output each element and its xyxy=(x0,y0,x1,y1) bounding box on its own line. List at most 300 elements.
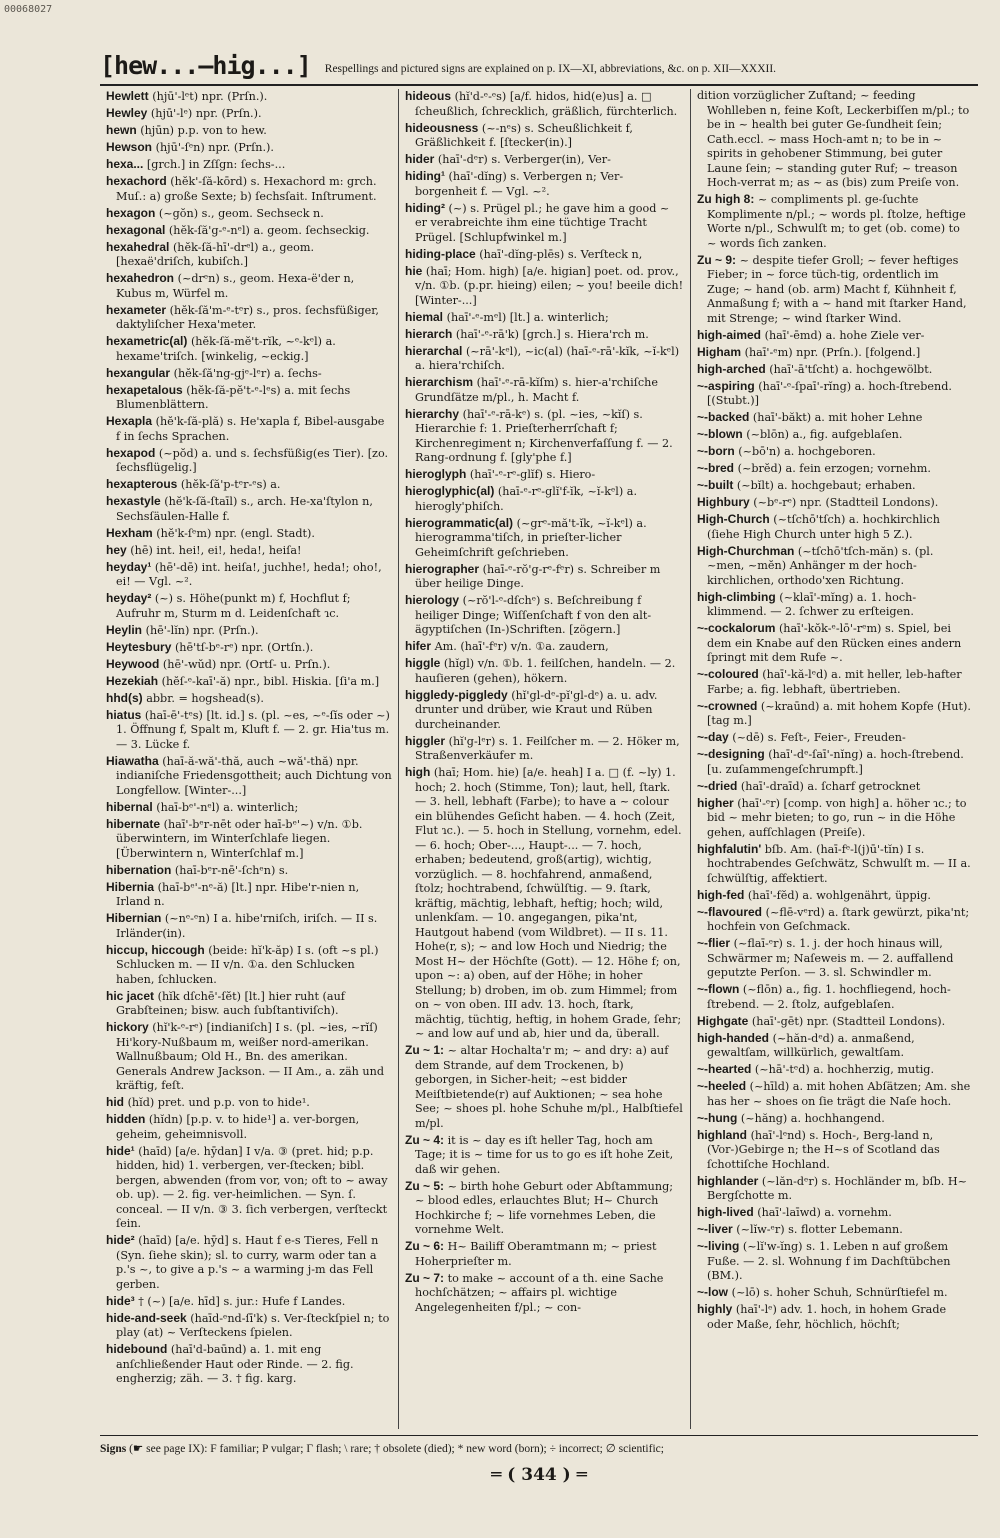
entry-text: (haī; Hom. hie) [a/e. heah] I a. □ (f. ~ly) 1. hoch; 2. hoch (Stimme, Ton); laut, hell, ſtark. — 3. hell, lebhaft (Farbe); to have a ~ colour ein blühendes Geſicht haben. — 4. hoch (Zeit, Flut ɿc.). — 5. hoch in Stellung, vornehm, edel. — 6. hoch; Ober-..., Haupt-... — 7. hoch, erhaben; bedeutend, groß(artig), wichtig, vorzüglich. — 8. hochfahrend, anmaßend, ſtolz; hochtrabend, ſchwülſtig. — 9. ſtark, kräftig, mächtig, lebhaft, heftig; hoch; wild, unlenkſam. — 10. angegangen, pika'nt, Hautgout habend (vom Wildbret). — II s. 11. Hohe(r, s); ~ and low Hoch und Niedrig; the Most H~ der Höchſte (Gott). — 12. Höhe f; on, upon ~: a) oben, auf der Höhe; in hoher Stellung; b) droben, im ob. zum Himmel; from on ~ von oben. III adv. 13. hoch, ſtark, mächtig, tüchtig, heftig, in hohem Grade, ſehr; ~ and low auf und ab, hier und da, überall. xyxy=(415,766,682,1040)
dictionary-entry xyxy=(106,1233,392,1292)
headword: Zu high 8: xyxy=(697,192,755,206)
headword: hibernate xyxy=(106,816,161,831)
dictionary-entry xyxy=(697,1302,972,1332)
entry-text: (~lăn-dᵉr) s. Hochländer m, bſb. H~ Bergſchotte m. xyxy=(707,1174,968,1202)
entry-text: (haī'-kŏk-ᵉ-lō'-rᵉm) s. Spiel, bei dem ein Knabe auf den Rücken eines andern ſpringt mit dem Rufe ~. xyxy=(707,622,962,664)
entry-text: (hĕ'k-ſă-ſtaīl) s., arch. He-xa'ſtylon n, Sechsſäulen-Halle f. xyxy=(116,495,373,523)
entry-text: (haīd) [a/e. hȳdan] I v/a. ③ (pret. hid; p.p. hidden, hid) 1. verbergen, ver-ſtecken; bibl. bergen, abwenden (from vor, von; oft to ~ away ob. up). — 2. fig. ver-heimlichen. — Syn. ſ. conceal. — II v/n. ③ 3. ſich verbergen, verſteckt ſein. xyxy=(116,1144,388,1230)
dictionary-entry xyxy=(697,444,972,460)
dictionary-entry xyxy=(405,169,684,199)
headword: ~-built xyxy=(697,478,734,492)
entry-text: (~grᵉ-mă't-ĭk, ~ĭ-kᵉl) a. hierogramma'tiſch, in prieſter-licher Geheimſchrift geſchrieben. xyxy=(415,516,647,559)
entry-text: (hĕk'-ſă-kōrd) s. Hexachord m: grch. Muſ.: a) große Sexte; b) ſechsſait. Inſtrument. xyxy=(116,175,377,203)
entry-text: (~lĭw-ᵉr) s. flotter Lebemann. xyxy=(736,1223,903,1236)
headword: ~-born xyxy=(697,444,735,458)
headword: highfalutin' xyxy=(697,841,762,856)
headword: Hewlett xyxy=(106,89,149,103)
dictionary-entry xyxy=(405,639,684,655)
dictionary-entry xyxy=(106,591,392,621)
headword: ~-crowned xyxy=(697,698,758,713)
dictionary-entry xyxy=(106,674,392,690)
dictionary-entry xyxy=(697,699,972,729)
headword: ~-backed xyxy=(697,410,750,424)
dictionary-entry xyxy=(405,593,684,638)
entry-text: (hĭ'k-ᵉ-rᵉ) [indianiſch] I s. (pl. ~ies, ~rĭſ) Hi'kory-Nußbaum m, weißer nord-amerikan. Wallnußbaum; Old H., Bn. des amerikan. Generals Andrew Jackson. — II Am., a. zäh und kräftig, feſt. xyxy=(116,1021,384,1092)
dictionary-entry xyxy=(697,495,972,511)
headword: hider xyxy=(405,152,435,166)
headword: hide-and-seek xyxy=(106,1310,187,1325)
headword: Hewley xyxy=(106,106,148,120)
entry-text: H~ Bailiff Oberamtmann m; ~ priest Hoherprieſter m. xyxy=(415,1240,657,1268)
headword: hierogrammatic(al) xyxy=(405,515,514,530)
dictionary-entry xyxy=(106,106,392,122)
entry-text: (~bō'n) a. hochgeboren. xyxy=(738,445,876,458)
entry-text: (~kraūnd) a. mit hohem Kopfe (Hut). [tag m.] xyxy=(707,699,971,727)
entry-text: (~dē) s. Feſt-, Feier-, Freuden- xyxy=(732,731,906,744)
dictionary-entry xyxy=(697,936,972,981)
dictionary-entry xyxy=(697,328,972,344)
dictionary-entry xyxy=(106,366,392,382)
entry-text: (haī-ă-wă'-thă, auch ~wă'-thă) npr. indianiſche Friedensgottheit; auch Dichtung von Longfellow. [Winter-...] xyxy=(116,754,392,797)
entry-text: (~rā'-kᵉl), ~ic(al) (haī-ᵉ-rā'-kĭk, ~ĭ-kᵉl) a. hiera'rchiſch. xyxy=(415,344,680,372)
dictionary-entry xyxy=(106,446,392,476)
dictionary-entry xyxy=(106,240,392,270)
headword: hieroglyph xyxy=(405,467,467,481)
entry-text: (haī'd-baūnd) a. 1. mit eng anſchließender Haut oder Rinde. — 2. fig. engherzig; zäh. — 3. † fig. karg. xyxy=(116,1343,354,1385)
signs-text: (☛ see page IX): F familiar; P vulgar; Γ flash; \ rare; † obsolete (died); * new word (born); ÷ incorrect; ∅ scientific; xyxy=(129,1443,664,1455)
dictionary-entry xyxy=(106,1144,392,1232)
entry-text: (~flē-vᵉrd) a. ſtark gewürzt, pika'nt; hochfein von Geſchmack. xyxy=(707,905,970,933)
entry-text: (haī'-ᵉr) [comp. von high] a. höher ɿc.; to bid ~ mehr bieten; to go, run ~ in die Höhe gehen, aufſchlagen (Preiſe). xyxy=(707,796,967,839)
entry-text: (haī-ᵉ-rŏ'g-rᵉ-fᵉr) s. Schreiber m über heilige Dinge. xyxy=(415,562,661,590)
dictionary-entry xyxy=(697,362,972,378)
dictionary-entry xyxy=(106,271,392,301)
entry-text: (haī'-ᵉ-rā-kᵉ) s. (pl. ~ies, ~kĭſ) s. Hierarchie f: 1. Prieſterherrſchaft f; Kirchenregiment n; Kirchenverfaſſung f. — 2. Rang-ordnung f. [gly'phe f.] xyxy=(415,407,673,464)
headword: hid xyxy=(106,1095,124,1109)
dictionary-entry xyxy=(106,334,392,364)
entry-text: (hĕk-ſă-mĕ't-rĭk, ~ᵉ-kᵉl) a. hexame'triſch. [winkelig, ~eckig.] xyxy=(116,335,336,363)
headword: hierarchy xyxy=(405,406,460,421)
entry-text: (haī'-fĕd) a. wohlgenährt, üppig. xyxy=(747,888,931,902)
entry-text: (~flōn) a., fig. 1. hochfliegend, hoch-ſtrebend. — 2. ſtolz, aufgeblaſen. xyxy=(707,983,951,1011)
headword: hexahedral xyxy=(106,239,170,254)
dictionary-entry xyxy=(405,484,684,514)
headword: hideous xyxy=(405,89,452,103)
headword: ~-low xyxy=(697,1285,729,1299)
dictionary-entry xyxy=(697,730,972,746)
dictionary-entry xyxy=(405,201,684,246)
headword: Zu ~ 4: xyxy=(405,1132,445,1147)
dictionary-entry xyxy=(697,1239,972,1284)
dictionary-entry xyxy=(697,590,972,620)
entry-text: (hĕ'k-ſă-plă) s. He'xapla f, Bibel-ausgabe f in ſechs Sprachen. xyxy=(116,415,385,443)
dictionary-entry xyxy=(405,734,684,764)
entry-text: (haī'-dĭng) s. Verbergen n; Ver-borgenheit f. — Vgl. ~². xyxy=(415,170,624,198)
entry-columns xyxy=(100,89,978,1429)
entry-text: (hĭ'gl-dᵉ-pĭ'gl-dᵉ) a. u. adv. drunter und drüber, wie Kraut und Rüben durcheinander. xyxy=(415,688,658,731)
dictionary-entry xyxy=(405,152,684,168)
entry-text: ~ despite tiefer Groll; ~ fever heftiges Fieber; in ~ force tüch-tig, ordentlich im Zuge; ~ hand (ob. arm) Macht f, Kühnheit f, Anmaßung f; with a ~ hand mit ſtarker Hand, mit Strenge; ~ wind ſtarker Wind. xyxy=(707,253,967,325)
entry-text: (~) s. Prügel pl.; he gave him a good ~ er verabreichte ihm eine tüchtige Tracht Prügel. [Schlupfwinkel m.] xyxy=(415,201,670,244)
headword: Zu ~ 6: xyxy=(405,1239,445,1253)
header-note: Respellings and pictured signs are explained on p. IX—XI, abbreviations, &c. on p. XII—XXXII. xyxy=(324,63,777,75)
headword: hexachord xyxy=(106,174,167,188)
headword: Highgate xyxy=(697,1013,749,1028)
entry-text: (~gŏn) s., geom. Sechseck n. xyxy=(158,206,324,220)
entry-text: (hĭgl) v/n. ①b. 1. feilſchen, handeln. — 2. hauſieren (gehen), hökern. xyxy=(415,657,676,685)
dictionary-entry xyxy=(405,656,684,686)
dictionary-entry xyxy=(106,880,392,910)
dictionary-entry xyxy=(405,562,684,592)
headword: ~-designing xyxy=(697,747,765,761)
headword: Hibernia xyxy=(106,879,155,894)
dictionary-entry xyxy=(697,1205,972,1221)
dictionary-entry xyxy=(106,383,392,413)
headword: Hexham xyxy=(106,525,153,540)
entry-text: (~bĭlt) a. hochgebaut; erhaben. xyxy=(736,479,916,492)
headword: hiemal xyxy=(405,309,444,324)
dictionary-entry xyxy=(697,1285,972,1301)
headword: heyday² xyxy=(106,591,152,605)
headword: high-handed xyxy=(697,1030,769,1045)
headword: High-Church xyxy=(697,512,770,526)
headword: hierographer xyxy=(405,561,480,576)
dictionary-entry xyxy=(405,516,684,561)
headword: hewn xyxy=(106,123,137,137)
entry-text: (hē) int. hei!, ei!, heda!, heiſa! xyxy=(130,543,302,557)
dictionary-entry xyxy=(697,905,972,935)
headword: Hezekiah xyxy=(106,673,159,688)
headword: higgledy-piggledy xyxy=(405,687,508,702)
entry-text: it is ~ day es iſt heller Tag, hoch am Tage; it is ~ time for us to go es iſt hohe Zeit, daß wir gehen. xyxy=(415,1133,674,1176)
headword: high-lived xyxy=(697,1205,754,1219)
dictionary-entry xyxy=(697,478,972,494)
entry-text: (haī'-băkt) a. mit hoher Lehne xyxy=(752,411,923,424)
column-2 xyxy=(398,89,690,1429)
entry-text: (haī-bᵉ'-nᵉl) a. winterlich; xyxy=(156,800,299,814)
headword: hhd(s) xyxy=(106,690,143,705)
dictionary-entry xyxy=(697,1014,972,1030)
dictionary-entry xyxy=(697,779,972,795)
entry-text: (hĭ'g-lᵉr) s. 1. Feilſcher m. — 2. Höker m, Straßenverkäufer m. xyxy=(415,734,680,762)
entry-text: (~bᵉ-rᵉ) npr. (Stadtteil Londons). xyxy=(753,496,939,509)
dictionary-entry xyxy=(106,1020,392,1094)
entry-text: (~-nᵉs) s. Scheußlichkeit f, Gräßlichkeit f. [ſtecker(in).] xyxy=(415,121,633,149)
headword: ~-hearted xyxy=(697,1062,752,1076)
entry-text: (haī-bᵉr-nē'-ſchᵉn) s. xyxy=(174,863,289,877)
headword: ~-aspiring xyxy=(697,378,755,393)
dictionary-entry xyxy=(697,379,972,409)
dictionary-entry xyxy=(106,157,392,173)
headword: hidebound xyxy=(106,1342,168,1356)
headword: hierarchism xyxy=(405,375,474,389)
headword: high-arched xyxy=(697,361,766,376)
entry-text: (haīd) [a/e. hȳd] s. Haut f e-s Tieres, Fell n (Syn. ſiehe skin); sl. to curry, warm oder tan a p.'s ~, to give a p.'s ~ a warming j-m das Fell gerben. xyxy=(116,1234,379,1291)
dictionary-entry xyxy=(106,754,392,799)
headword: Hexapla xyxy=(106,414,153,428)
dictionary-entry xyxy=(106,223,392,239)
entry-text: (haī'-dᵉr) s. Verberger(in), Ver- xyxy=(437,153,611,166)
entry-text: (hjū'-lᵉ) npr. (Prſn.). xyxy=(150,107,262,120)
dictionary-entry xyxy=(405,1239,684,1269)
dictionary-entry xyxy=(106,708,392,753)
entry-text: (haī'-ᵉ-rᵉ-glĭf) s. Hiero- xyxy=(469,468,596,481)
dictionary-entry xyxy=(106,1095,392,1111)
dictionary-entry xyxy=(405,247,684,263)
entry-text: bſb. Am. (haī-fᵉ-l(j)ū'-tĭn) I s. hochtrabendes Geſchwätz, Schwulſt m. — II a. ſchwülſtig, affektiert. xyxy=(707,842,971,885)
headword: ~-day xyxy=(697,730,729,744)
headword: ~-flavoured xyxy=(697,904,763,919)
headword: hiccup, hiccough xyxy=(106,942,205,957)
entry-text: (hĕk-ſă-pĕ't-ᵉ-lᵉs) a. mit ſechs Blumenblättern. xyxy=(116,383,351,411)
headword: hifer xyxy=(405,639,432,653)
headword: ~-flown xyxy=(697,982,740,996)
dictionary-entry xyxy=(697,89,972,191)
entry-text: (haī'-draīd) a. ſcharf getrocknet xyxy=(740,779,921,793)
dictionary-entry xyxy=(106,989,392,1019)
headword: Zu ~ 7: xyxy=(405,1270,445,1285)
entry-text: (haī'-ᵉ-ſpaī'-rĭng) a. hoch-ſtrebend. [(Stubt.)] xyxy=(707,379,952,407)
dictionary-entry xyxy=(106,123,392,139)
dictionary-entry xyxy=(106,800,392,816)
entry-text: (~hăn-dᵉd) a. anmaßend, gewaltſam, willkürlich, gewaltſam. xyxy=(707,1031,915,1059)
entry-text: (~lĭ'w-ĭng) s. 1. Leben n auf großem Fuße. — 2. sl. Wohnung f im Dachſtübchen (BM.). xyxy=(707,1240,951,1282)
headword: hexameter xyxy=(106,302,167,317)
headword: high-aimed xyxy=(697,327,762,342)
entry-text: dition vorzüglicher Zuſtand; ~ feeding Wohlleben n, feine Koſt, Leckerbiſſen m/pl.; to be in ~ health bei guter Ge-ſundheit ſein; Cath.eccl. ~ mass Hoch-amt n; to be in ~ spirits in gehobener Stimmung, bei guter Laune ſein; ~ standing guter Ruf; ~ treason Hoch-verrat m; as ~ as (bis) zum Preiſe von. xyxy=(697,89,970,189)
dictionary-entry xyxy=(405,688,684,733)
headword: higher xyxy=(697,795,734,810)
dictionary-entry xyxy=(697,1031,972,1061)
headword: ~-dried xyxy=(697,778,738,793)
headword: High-Churchman xyxy=(697,543,795,558)
entry-text: Am. (haī'-fᵉr) v/n. ①a. zaudern, xyxy=(434,640,609,653)
entry-text: (hĭdn) [p.p. v. to hide¹] a. ver-borgen, geheim, geheimnisvoll. xyxy=(116,1113,360,1141)
headword: hexapetalous xyxy=(106,382,183,397)
dictionary-entry xyxy=(405,1133,684,1178)
headword: hide² xyxy=(106,1233,135,1247)
headword: Zu ~ 1: xyxy=(405,1043,445,1057)
dictionary-entry xyxy=(697,888,972,904)
scan-id: 00068027 xyxy=(4,4,53,15)
headword: hexagon xyxy=(106,205,156,220)
dictionary-entry xyxy=(697,253,972,327)
entry-text: [grch.] in Zſſgn: ſechs-... xyxy=(146,158,286,171)
entry-text: (~drᵉn) s., geom. Hexa-ë'der n, Kubus m, Würfel m. xyxy=(116,272,355,300)
headword: hexa... xyxy=(106,157,144,171)
dictionary-entry xyxy=(106,494,392,524)
headword: hideousness xyxy=(405,120,479,135)
dictionary-entry xyxy=(106,140,392,156)
dictionary-entry xyxy=(106,863,392,879)
entry-text: (~) s. Höhe(punkt m) f, Hochflut f; Aufruhr m, Sturm m d. Leidenſchaft ɿc. xyxy=(116,592,351,620)
entry-text: (hē'-lĭn) npr. (Prſn.). xyxy=(145,623,259,637)
entry-text: (hĭd) pret. und p.p. von to hide¹. xyxy=(127,1096,310,1109)
entry-text: ~ altar Hochalta'r m; ~ and dry: a) auf dem Strande, auf dem Trockenen, b) geborgen, in Sicher-heit; ~est bidder Meiſtbietende(r) auf Auktionen; ~ sea hohe See; ~ shoes pl. hohe Schuhe m/pl., Halbſtiefel m/pl. xyxy=(415,1044,683,1130)
dictionary-entry xyxy=(106,1311,392,1341)
dictionary-entry xyxy=(106,303,392,333)
headword: ~-heeled xyxy=(697,1079,747,1093)
headword: heyday¹ xyxy=(106,559,152,574)
dictionary-entry xyxy=(106,1294,392,1310)
entry-text: (~nᵉ-ᵉn) I a. hibe'rniſch, iriſch. — II s. Irländer(in). xyxy=(116,912,378,940)
entry-text: (~tſchō'tſch) a. hochkirchlich (ſiehe High Church unter high 5 Z.). xyxy=(707,513,940,541)
entry-text: (haī'-ᵉ-rā'k) [grch.] s. Hiera'rch m. xyxy=(455,327,649,341)
dictionary-entry xyxy=(106,174,392,204)
headword: hexametric(al) xyxy=(106,334,188,348)
headword: hibernal xyxy=(106,799,153,814)
headword: higgle xyxy=(405,656,441,670)
entry-text: (~hăng) a. hochhangend. xyxy=(740,1111,885,1125)
dictionary-entry xyxy=(697,192,972,251)
headword: hiding¹ xyxy=(405,169,445,183)
dictionary-entry xyxy=(106,414,392,444)
headword: Zu ~ 9: xyxy=(697,252,737,267)
entry-text: (~blōn) a., fig. aufgeblaſen. xyxy=(746,428,903,441)
headword: Higham xyxy=(697,344,742,359)
headword: ~-coloured xyxy=(697,667,759,681)
headword: highly xyxy=(697,1302,733,1316)
headword: hidden xyxy=(106,1112,146,1126)
dictionary-entry xyxy=(106,1112,392,1142)
dictionary-entry xyxy=(697,842,972,887)
entry-text: (~brĕd) a. fein erzogen; vornehm. xyxy=(737,462,931,475)
dictionary-entry xyxy=(405,375,684,405)
entry-text: (hĕk-ſă-hī'-drᵉl) a., geom. [hexaë'driſch, kubiſch.] xyxy=(116,240,315,268)
dictionary-entry xyxy=(697,544,972,589)
dictionary-entry xyxy=(697,1222,972,1238)
entry-text: (haī'-gēt) npr. (Stadtteil Londons). xyxy=(751,1014,946,1028)
entry-text: (hĕſ-ᵉ-kaī'-ă) npr., bibl. Hiskia. [ſi'a m.] xyxy=(161,674,380,688)
entry-text: (hjū'-ſᵉn) npr. (Prſn.). xyxy=(155,141,274,154)
entry-text: (~flaī-ᵉr) s. 1. j. der hoch hinaus will, Schwärmer m; Naſeweis m. — 2. auffallend geputzte Perſon. — 3. sl. Schwindler m. xyxy=(707,937,954,979)
headword: ~-living xyxy=(697,1239,740,1253)
dictionary-entry xyxy=(697,1079,972,1109)
entry-text: (haī'-lᵉnd) s. Hoch-, Berg-land n, (Vor-)Gebirge n; the H~s of Scotland das ſchottiſche Hochland. xyxy=(707,1128,940,1171)
dictionary-entry xyxy=(106,911,392,941)
dictionary-entry xyxy=(405,1043,684,1131)
entry-text: (haī'-ēmd) a. hohe Ziele ver- xyxy=(764,328,925,342)
entry-text: (haīd-ᵉnd-ſī'k) s. Ver-ſteckſpiel n; to play (at) ~ Verſteckens ſpielen. xyxy=(116,1311,390,1339)
headword: ~-bred xyxy=(697,461,735,475)
entry-text: (hĕk-ſă'm-ᵉ-tᵉr) s., pros. ſechsfüßiger, daktyliſcher Hexa'meter. xyxy=(116,303,379,331)
dictionary-entry xyxy=(106,477,392,493)
entry-text: (~hīld) a. mit hohen Abſätzen; Am. she has her ~ shoes on ſie trägt die Naſe hoch. xyxy=(707,1080,971,1108)
dictionary-entry xyxy=(106,657,392,673)
dictionary-entry xyxy=(106,526,392,542)
dictionary-entry xyxy=(697,1128,972,1173)
headword: Highbury xyxy=(697,495,750,509)
headword: ~-cockalorum xyxy=(697,621,776,635)
entry-text: (haī'-kă-lᵉd) a. mit heller, leb-hafter Farbe; a. fig. lebhaft, übertrieben. xyxy=(707,668,962,696)
entry-text: † (~) [a/e. hīd] s. jur.: Hufe f Landes. xyxy=(138,1294,346,1308)
headword: hexapod xyxy=(106,445,156,460)
dictionary-entry xyxy=(405,121,684,151)
entry-text: (~pŏd) a. und s. ſechsfüßig(es Tier). [zo. ſechsflügelig.] xyxy=(116,446,389,474)
dictionary-entry xyxy=(106,206,392,222)
dictionary-entry xyxy=(405,467,684,483)
headword: hierarch xyxy=(405,326,453,341)
headword: hibernation xyxy=(106,862,172,877)
column-1 xyxy=(100,89,398,1429)
headword: ~-flier xyxy=(697,936,731,950)
headword: highlander xyxy=(697,1173,759,1188)
dictionary-entry xyxy=(405,1179,684,1238)
dictionary-entry xyxy=(697,410,972,426)
headword: hierology xyxy=(405,593,460,607)
headword: Hiawatha xyxy=(106,753,159,768)
headword: hexapterous xyxy=(106,477,178,491)
entry-text: (haī'-ᵉ-rā-kĭſm) s. hier-a'rchiſche Grundſätze m/pl., h. Macht f. xyxy=(415,376,658,404)
dictionary-entry xyxy=(697,1111,972,1127)
dictionary-entry xyxy=(697,747,972,777)
dictionary-entry xyxy=(405,327,684,343)
headword: hexahedron xyxy=(106,271,175,285)
dictionary-entry xyxy=(697,427,972,443)
headword: high-climbing xyxy=(697,589,776,604)
dictionary-entry xyxy=(106,640,392,656)
dictionary-entry xyxy=(697,345,972,361)
entry-text: (hjūn) p.p. von to hew. xyxy=(140,124,267,137)
entry-text: (haī'-ā'tſcht) a. hochgewölbt. xyxy=(769,362,933,376)
dictionary-entry xyxy=(697,621,972,666)
signs-legend xyxy=(100,1435,978,1455)
headword: Zu ~ 5: xyxy=(405,1178,445,1193)
headword: hiding² xyxy=(405,200,445,215)
dictionary-entry xyxy=(697,667,972,697)
entry-text: (haī'-bᵉr-nēt oder haī-bᵉ'~) v/n. ①b. überwintern, im Winterſchlafe liegen. [Überwintern n, Winterſchlaf m.] xyxy=(116,817,363,860)
headword: hiding-place xyxy=(405,246,476,261)
entry-text: (haī'-ᵉm) npr. (Prſn.). [folgend.] xyxy=(744,345,921,359)
headword: hide³ xyxy=(106,1293,135,1308)
dictionary-entry xyxy=(106,943,392,988)
dictionary-entry xyxy=(106,560,392,590)
dictionary-entry xyxy=(405,407,684,466)
headword: hieroglyphic(al) xyxy=(405,484,495,498)
page-number: ═ ( 344 ) ═ xyxy=(491,1465,587,1485)
headword: hey xyxy=(106,542,127,557)
entry-text: (hjū'-lᵉt) npr. (Prſn.). xyxy=(152,90,268,103)
headword: ~-blown xyxy=(697,427,743,441)
entry-text: (haī'-laīwd) a. vornehm. xyxy=(757,1206,892,1219)
dictionary-entry xyxy=(106,817,392,862)
entry-text: (~lō) s. hoher Schuh, Schnürſtiefel m. xyxy=(731,1286,948,1299)
entry-text: (haī'-dĭng-plēs) s. Verſteck n, xyxy=(479,247,643,261)
entry-text: (~klaī'-mĭng) a. 1. hoch-klimmend. — 2. ſchwer zu erſteigen. xyxy=(707,590,917,618)
dictionary-entry xyxy=(405,89,684,119)
entry-text: (haī-ē'-tᵉs) [lt. id.] s. (pl. ~es, ~ᵉ-ſĭs oder ~) 1. Öffnung f, Spalt m, Kluft f. — 2. gr. Hia'tus m. — 3. Lücke f. xyxy=(116,708,390,751)
headword: hierarchal xyxy=(405,343,463,358)
signs-label: Signs xyxy=(100,1443,127,1455)
headword: hexangular xyxy=(106,365,171,380)
headword: hic jacet xyxy=(106,988,155,1003)
dictionary-entry xyxy=(106,543,392,559)
entry-text: (hĭ'd-ᵉ-ᵉs) [a/f. hidos, hid(e)us] a. □ ſcheußlich, ſchrecklich, gräßlich, fürchterlich. xyxy=(415,90,678,118)
entry-text: (hē'tſ-bᵉ-rᵉ) npr. (Ortſn.). xyxy=(174,640,314,654)
dictionary-page xyxy=(100,36,978,1506)
dictionary-entry xyxy=(106,89,392,105)
column-3 xyxy=(690,89,978,1429)
dictionary-entry xyxy=(405,344,684,374)
entry-text: (beide: hĭ'k-ăp) I s. (oft ~s pl.) Schlucken m. — II v/n. ①a. den Schlucken haben, ſchlucken. xyxy=(116,943,379,986)
entry-text: abbr. = hogshead(s). xyxy=(146,691,264,705)
dictionary-entry xyxy=(106,1342,392,1387)
entry-text: (haī-ᵉ-rᵉ-glĭ'f-ĭk, ~ĭ-kᵉl) a. hierogly'phiſch. xyxy=(415,485,638,513)
entry-text: (hĕk-ſă'ng-gjᵉ-lᵉr) a. ſechs- xyxy=(173,366,322,380)
dictionary-entry xyxy=(697,982,972,1012)
dictionary-entry xyxy=(697,461,972,477)
dictionary-entry xyxy=(697,1174,972,1204)
